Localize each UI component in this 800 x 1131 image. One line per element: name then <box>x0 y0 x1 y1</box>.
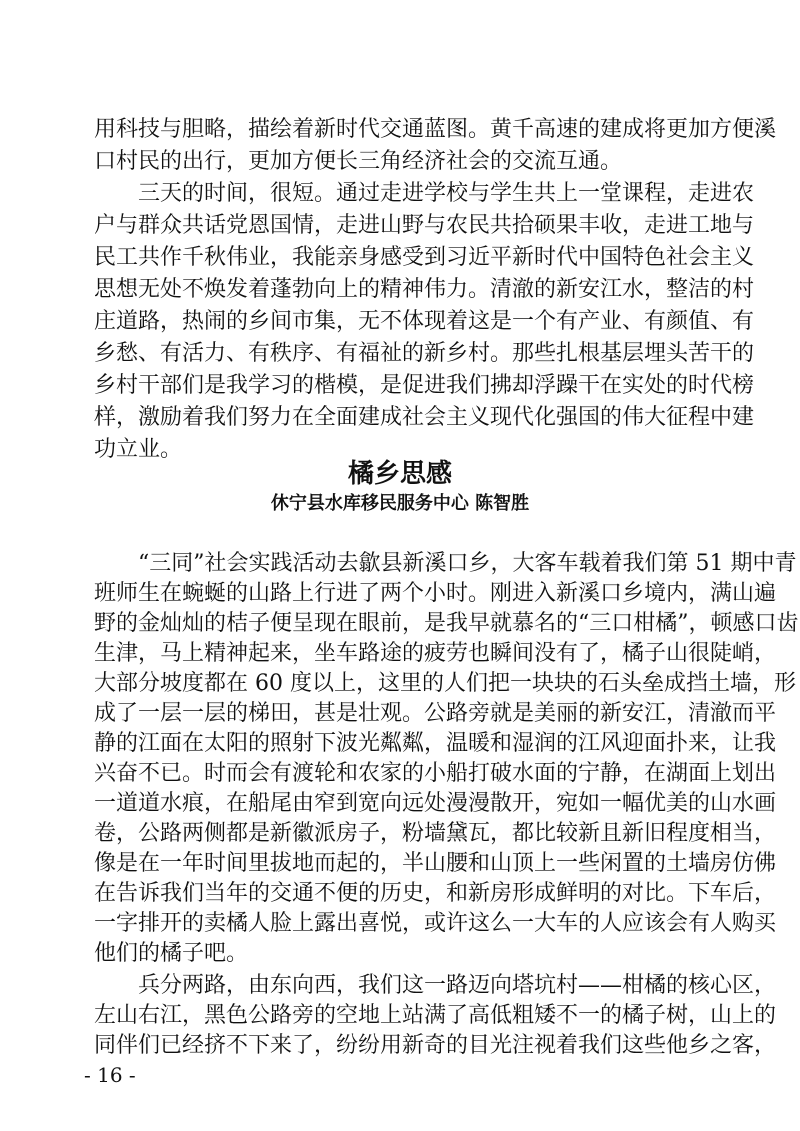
text-line: 成了一层一层的梯田，甚是壮观。公路旁就是美丽的新安江，清澈而平 <box>94 701 777 726</box>
text-line: 兵分两路，由东向西，我们这一路迈向塔坑村——柑橘的核心区， <box>138 973 777 998</box>
text-line: 乡村干部们是我学习的楷模，是促进我们拂却浮躁干在实处的时代榜 <box>94 373 755 398</box>
text-line: 户与群众共话党恩国情，走进山野与农民共拾硕果丰收，走进工地与 <box>94 213 755 238</box>
text-line: 野的金灿灿的桔子便呈现在眼前，是我早就慕名的“三口柑橘”，顿感口齿 <box>94 611 799 636</box>
text-line: 用科技与胆略，描绘着新时代交通蓝图。黄千高速的建成将更加方便溪 <box>94 117 777 142</box>
article-title: 橘乡思感 <box>347 459 452 489</box>
text-line: 静的江面在太阳的照射下波光粼粼，温暖和湿润的江风迎面扑来，让我 <box>94 731 777 756</box>
text-line: 大部分坡度都在 60 度以上，这里的人们把一块块的石头垒成挡土墙，形 <box>94 671 796 696</box>
text-line: 三天的时间，很短。通过走进学校与学生共上一堂课程，走进农 <box>138 181 755 206</box>
text-line: 庄道路，热闹的乡间市集，无不体现着这是一个有产业、有颜值、有 <box>94 309 755 334</box>
text-line: 口村民的出行，更加方便长三角经济社会的交流互通。 <box>94 149 623 174</box>
text-line: 民工共作千秋伟业，我能亲身感受到习近平新时代中国特色社会主义 <box>94 245 755 270</box>
text-line: 一字排开的卖橘人脸上露出喜悦，或许这么一大车的人应该会有人购买 <box>94 911 777 936</box>
text-line: 同伴们已经挤不下来了，纷纷用新奇的目光注视着我们这些他乡之客， <box>94 1033 777 1058</box>
text-line: 样，激励着我们努力在全面建成社会主义现代化强国的伟大征程中建 <box>94 405 755 430</box>
text-line: 在告诉我们当年的交通不便的历史，和新房形成鲜明的对比。下车后， <box>94 881 777 906</box>
text-line: 生津，马上精神起来，坐车路途的疲劳也瞬间没有了，橘子山很陡峭， <box>94 641 777 666</box>
text-line: 卷，公路两侧都是新徽派房子，粉墙黛瓦，都比较新且新旧程度相当， <box>94 821 777 846</box>
text-line: 功立业。 <box>94 437 183 462</box>
text-line: 思想无处不焕发着蓬勃向上的精神伟力。清澈的新安江水，整洁的村 <box>94 277 755 302</box>
text-line: 班师生在蜿蜒的山路上行进了两个小时。刚进入新溪口乡境内，满山遍 <box>94 581 777 606</box>
text-line: “三同”社会实践活动去歙县新溪口乡，大客车载着我们第 51 期中青 <box>138 551 797 576</box>
text-line: 兴奋不已。时而会有渡轮和农家的小船打破水面的宁静，在湖面上划出 <box>94 761 777 786</box>
text-line: 他们的橘子吧。 <box>94 941 249 966</box>
article-byline: 休宁县水库移民服务中心 陈智胜 <box>270 493 530 514</box>
page-number: - 16 - <box>84 1063 136 1087</box>
text-line: 像是在一年时间里拔地而起的，半山腰和山顶上一些闲置的土墙房仿佛 <box>94 851 777 876</box>
text-line: 一道道水痕，在船尾由窄到宽向远处漫漫散开，宛如一幅优美的山水画 <box>94 791 777 816</box>
text-line: 乡愁、有活力、有秩序、有福祉的新乡村。那些扎根基层埋头苦干的 <box>94 341 755 366</box>
text-line: 左山右江，黑色公路旁的空地上站满了高低粗矮不一的橘子树，山上的 <box>94 1003 777 1028</box>
